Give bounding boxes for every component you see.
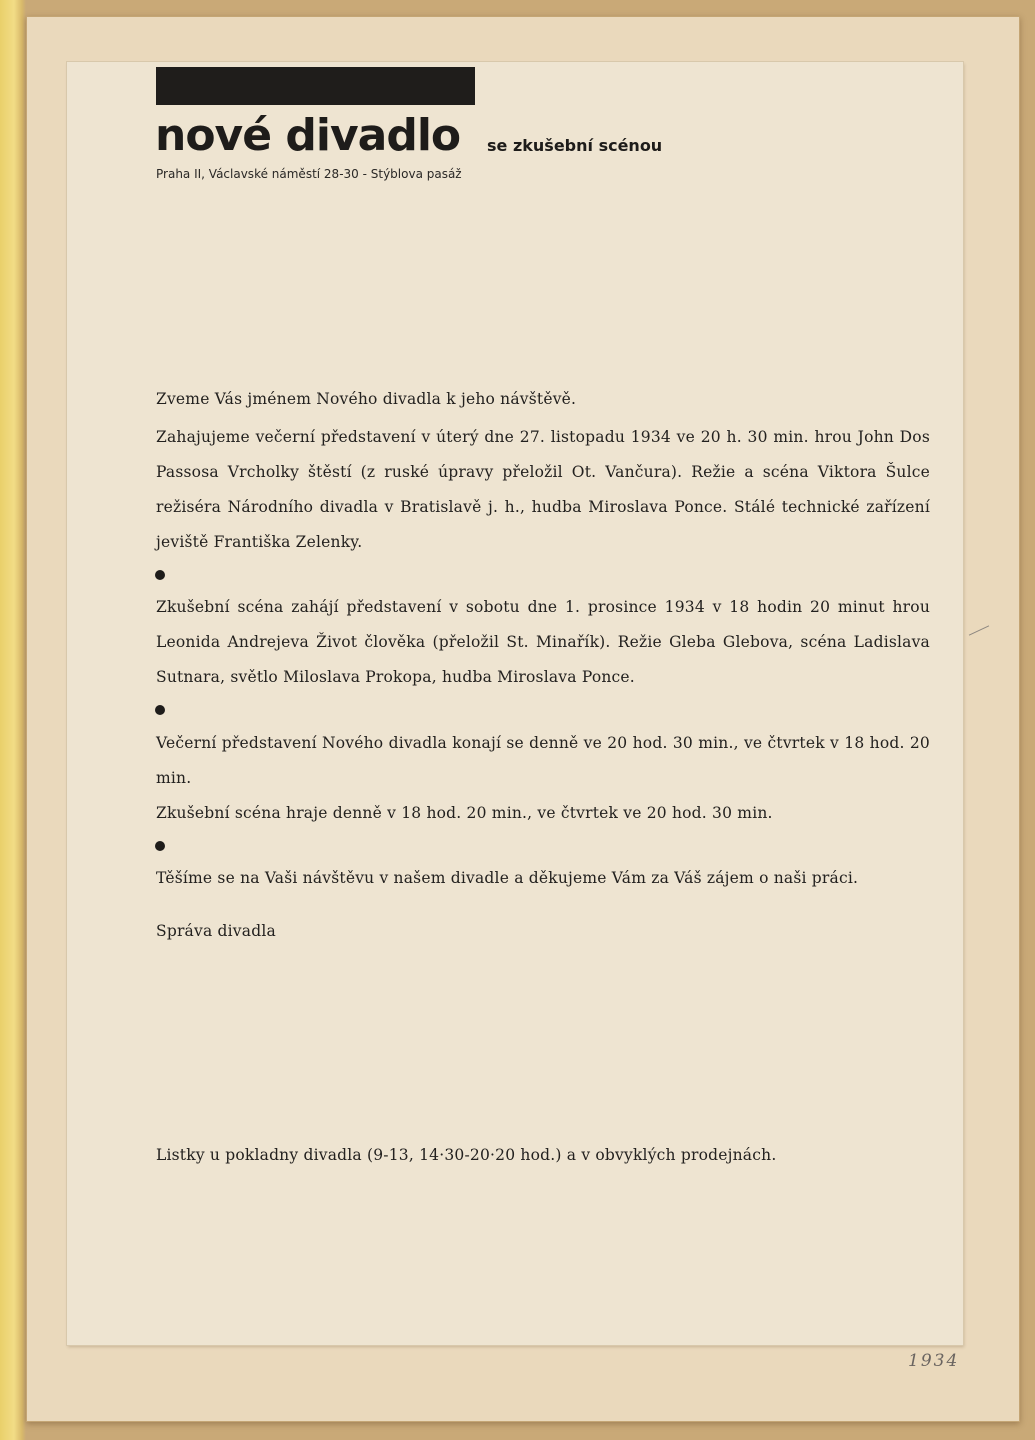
studio-paragraph: Zkušební scéna zahájí představení v sobotu dne 1. prosince 1934 v 18 hodin 20 minut hrou Leonida Andrejeva Život člověka (přeložil St. Minařík). Režie Gleba Glebova, scéna Ladislava Sutnara, světlo Miloslava Prokopa, hudba Miroslava Ponce. xyxy=(156,598,930,686)
tickets-paragraph: Listky u pokladny divadla (9-13, 14·30-20·20 hod.) a v obvyklých prodejnách. xyxy=(156,1146,777,1164)
bullet-dot xyxy=(155,570,165,580)
invite-paragraph: Zveme Vás jménem Nového divadla k jeho návštěvě. xyxy=(156,390,577,408)
bullet-dot xyxy=(155,705,165,715)
opening-paragraph: Zahajujeme večerní představení v úterý dne 27. listopadu 1934 ve 20 h. 30 min. hrou John Dos Passosa Vrcholky štěstí (z ruské úpravy přeložil Ot. Vančura). Režie a scéna Viktora Šulce režiséra Národního divadla v Bratislavě j. h., hudba Miroslava Ponce. Stálé technické zařízení jeviště Františka Zelenky. xyxy=(156,428,930,551)
theater-address: Praha II, Václavské náměstí 28-30 - Stýblova pasáž xyxy=(156,167,462,181)
thanks-paragraph: Těšíme se na Vaši návštěvu v našem divadle a děkujeme Vám za Váš zájem o naši práci. xyxy=(156,869,859,887)
header-black-bar xyxy=(156,67,475,105)
signature: Správa divadla xyxy=(156,922,276,940)
bullet-dot xyxy=(155,841,165,851)
evening-times-paragraph: Večerní představení Nového divadla konají se denně ve 20 hod. 30 min., ve čtvrtek v 18 hod. 20 min. xyxy=(156,734,930,787)
theater-subtitle: se zkušební scénou xyxy=(487,136,663,155)
handwritten-year: 1934 xyxy=(908,1351,960,1371)
theater-title: nové divadlo xyxy=(155,110,461,161)
studio-times-paragraph: Zkušební scéna hraje denně v 18 hod. 20 min., ve čtvrtek ve 20 hod. 30 min. xyxy=(156,804,773,822)
